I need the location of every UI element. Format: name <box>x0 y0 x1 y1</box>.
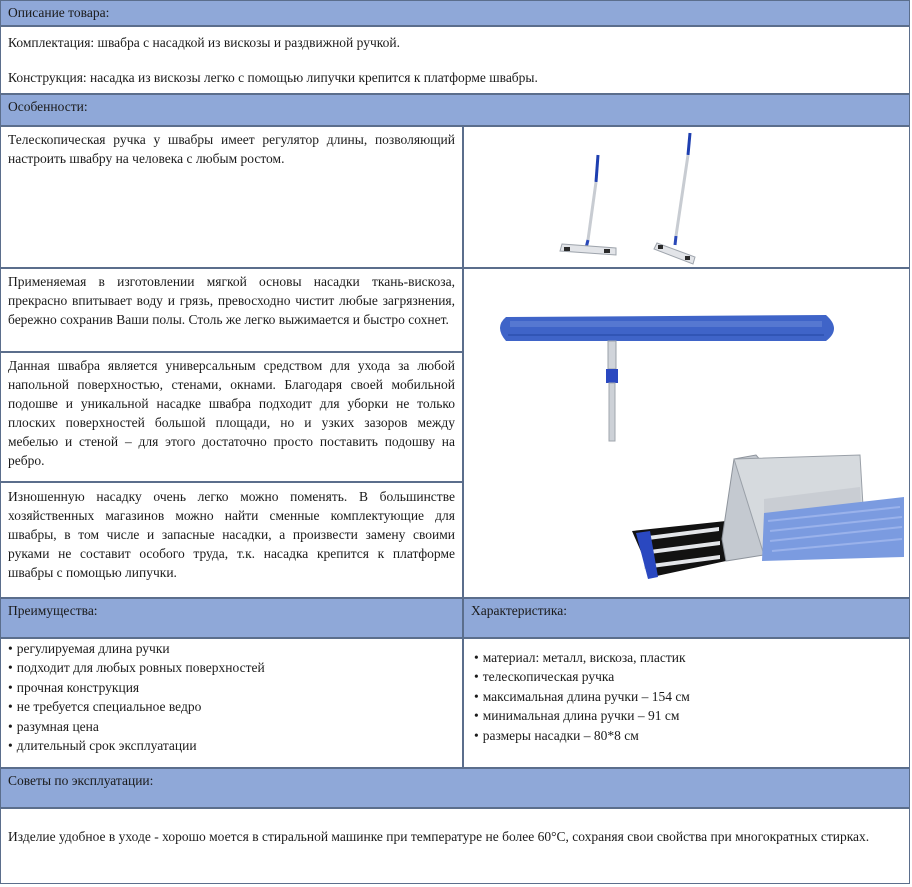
advantage-text: прочная конструкция <box>16 679 140 695</box>
feature-universal-text: Данная швабра является универсальным средством для ухода за любой напольной поверхностью, стенами, окнами. Благодаря своей мобильной подошве и уникальной насадке швабра подходит для уборки не только плоских поверхностей большой площади, но и узких зазоров между мебелью и стеной – для этого достаточно просто поставить подошву на ребро. <box>8 358 455 468</box>
mops-image-cell <box>463 126 910 268</box>
care-text: Изделие удобное в уходе - хорошо моется в стиральной машинке при температуре не более 60°С, сохраняя свои свойства при многократных стирках. <box>8 829 870 844</box>
bullet: • <box>474 688 479 704</box>
advantage-text: регулируемая длина ручки <box>16 641 170 656</box>
spec-text: размеры насадки – 80*8 см <box>482 727 639 743</box>
list-item <box>8 658 455 677</box>
spec-text: материал: металл, вискоза, пластик <box>482 650 686 665</box>
feature-replace-cell <box>0 482 463 598</box>
list-item <box>8 697 455 716</box>
spec-text: телескопическая ручка <box>482 669 615 685</box>
care-cell <box>0 808 910 884</box>
advantages-list <box>8 639 455 755</box>
care-header-label: Советы по эксплуатации: <box>8 773 154 788</box>
spec-text: минимальная длина ручки – 91 см <box>482 708 680 724</box>
advantage-text: не требуется специальное ведро <box>16 699 202 715</box>
mops-standing-image <box>464 127 909 267</box>
bullet: • <box>474 727 479 743</box>
features-header-label: Особенности: <box>8 99 88 114</box>
description-header-label: Описание товара: <box>8 5 110 20</box>
list-item <box>474 687 902 706</box>
feature-material-cell <box>0 268 463 352</box>
advantages-header-label: Преимущества: <box>8 603 98 618</box>
feature-telescopic-cell <box>0 126 463 268</box>
mop-head-and-pad-image <box>464 269 909 597</box>
advantages-header <box>0 598 463 638</box>
specs-header-label: Характеристика: <box>471 603 567 618</box>
bullet: • <box>474 650 479 665</box>
list-item <box>8 736 455 755</box>
feature-telescopic-text: Телескопическая ручка у швабры имеет регулятор длины, позволяющий настроить швабру на человека с любым ростом. <box>8 132 455 166</box>
feature-replace-text: Изношенную насадку очень легко можно поменять. В большинстве хозяйственных магазинов можно найти сменные комплектующие для швабры, в том числе и запасные насадки, а произвести замену своими руками не составит особого труда, т.к. насадка крепится к платформе швабры с помощью липучки. <box>8 489 455 580</box>
construction-text: Конструкция: насадка из вискозы легко с помощью липучки крепится к платформе швабры. <box>8 70 538 85</box>
complectation-text: Комплектация: швабра с насадкой из вискозы и раздвижной ручкой. <box>8 35 400 50</box>
mop-details-image-cell <box>463 268 910 598</box>
specs-list <box>474 648 902 745</box>
care-header <box>0 768 910 808</box>
bullet: • <box>8 641 13 656</box>
advantage-text: разумная цена <box>16 718 99 734</box>
list-item <box>474 706 902 725</box>
description-header <box>0 0 910 26</box>
advantages-cell <box>0 638 463 768</box>
features-header <box>0 94 910 126</box>
specs-cell <box>463 638 910 768</box>
advantage-text: длительный срок эксплуатации <box>16 738 197 754</box>
bullet: • <box>8 738 13 754</box>
advantage-text: подходит для любых ровных поверхностей <box>16 660 265 676</box>
list-item <box>474 726 902 745</box>
bullet: • <box>474 669 479 685</box>
list-item <box>8 717 455 736</box>
spec-text: максимальная длина ручки – 154 см <box>482 688 690 704</box>
list-item <box>8 678 455 697</box>
bullet: • <box>8 660 13 676</box>
list-item <box>474 648 902 667</box>
list-item <box>8 639 455 658</box>
bullet: • <box>8 699 13 715</box>
bullet: • <box>8 718 13 734</box>
description-cell <box>0 26 910 94</box>
bullet: • <box>8 679 13 695</box>
list-item <box>474 667 902 686</box>
bullet: • <box>474 708 479 724</box>
feature-universal-cell <box>0 352 463 482</box>
specs-header <box>463 598 910 638</box>
feature-material-text: Применяемая в изготовлении мягкой основы насадки ткань-вискоза, прекрасно впитывает воду и грязь, превосходно чистит любые загрязнения, бережно сохранив Ваши полы. Столь же легко выжимается и быстро сохнет. <box>8 274 455 327</box>
